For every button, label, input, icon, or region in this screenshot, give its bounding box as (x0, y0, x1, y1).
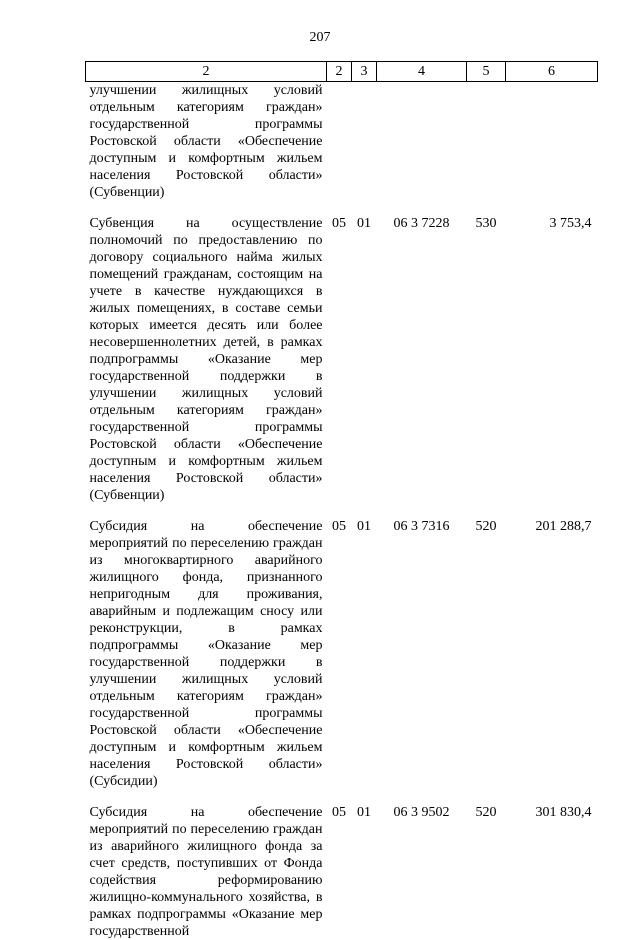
header-col-target: 4 (377, 62, 467, 82)
header-col-section: 2 (327, 62, 352, 82)
row-subsection (352, 82, 377, 202)
row-amount: 3 753,4 (549, 216, 592, 231)
budget-table (85, 61, 598, 940)
row-description: Субвенция на осуществление полномочий по предоставлению по договору социального найма жилых помещений гражданам, состоящим на учете в качестве нуждающихся в жилых помещениях, в составе семьи которых имеется десять или более несовершеннолетних детей, в рамках подпрограммы «Оказание мер государственной поддержки в улучшении жилищных условий отдельным категориям граждан» государственной программы Ростовской области «Обеспечение доступным и комфортным жильем населения Ростовской области» (Субвенции) (89, 216, 323, 503)
page-number: 207 (309, 30, 331, 45)
table-row (86, 804, 598, 940)
row-section: 05 (332, 805, 346, 820)
row-section: 05 (332, 519, 346, 534)
row-section: 05 (332, 216, 346, 231)
row-amount: 301 830,4 (535, 805, 592, 820)
row-amount (506, 82, 598, 202)
row-description: Субсидия на обеспечение мероприятий по переселению граждан из аварийного жилищного фонда за счет средств, поступивших от Фонда содействия реформированию жилищно-коммунального хозяйства, в рамках подпрограммы «Оказание мер государственной (89, 805, 323, 939)
row-expense-type: 520 (475, 519, 497, 534)
header-col-expense-type: 5 (467, 62, 506, 82)
header-row (86, 62, 598, 82)
table-row (86, 518, 598, 790)
row-subsection: 01 (357, 216, 371, 231)
row-target (377, 82, 467, 202)
row-description: улучшении жилищных условий отдельным категориям граждан» государственной программы Ростовской области «Обеспечение доступным и комфортным жильем населения Ростовской области» (Субвенции) (89, 83, 323, 200)
row-subsection: 01 (357, 805, 371, 820)
row-section (327, 82, 352, 202)
row-target: 06 3 7228 (393, 216, 450, 231)
row-target: 06 3 9502 (393, 805, 450, 820)
table-row (86, 82, 598, 202)
header-col-description: 2 (86, 62, 327, 82)
row-amount: 201 288,7 (535, 519, 592, 534)
table-row (86, 215, 598, 504)
header-col-subsection: 3 (352, 62, 377, 82)
row-expense-type: 530 (475, 216, 497, 231)
row-description: Субсидия на обеспечение мероприятий по переселению граждан из многоквартирного аварийного жилищного фонда, признанного непригодным для проживания, аварийным и подлежащим сносу или реконструкции, в рамках подпрограммы «Оказание мер государственной поддержки в улучшении жилищных условий отдельным категориям граждан» государственной программы Ростовской области «Обеспечение доступным и комфортным жильем населения Ростовской области» (Субсидии) (89, 519, 323, 789)
row-expense-type (467, 82, 506, 202)
row-target: 06 3 7316 (393, 519, 450, 534)
row-expense-type: 520 (475, 805, 497, 820)
header-col-amount: 6 (506, 62, 598, 82)
row-subsection: 01 (357, 519, 371, 534)
